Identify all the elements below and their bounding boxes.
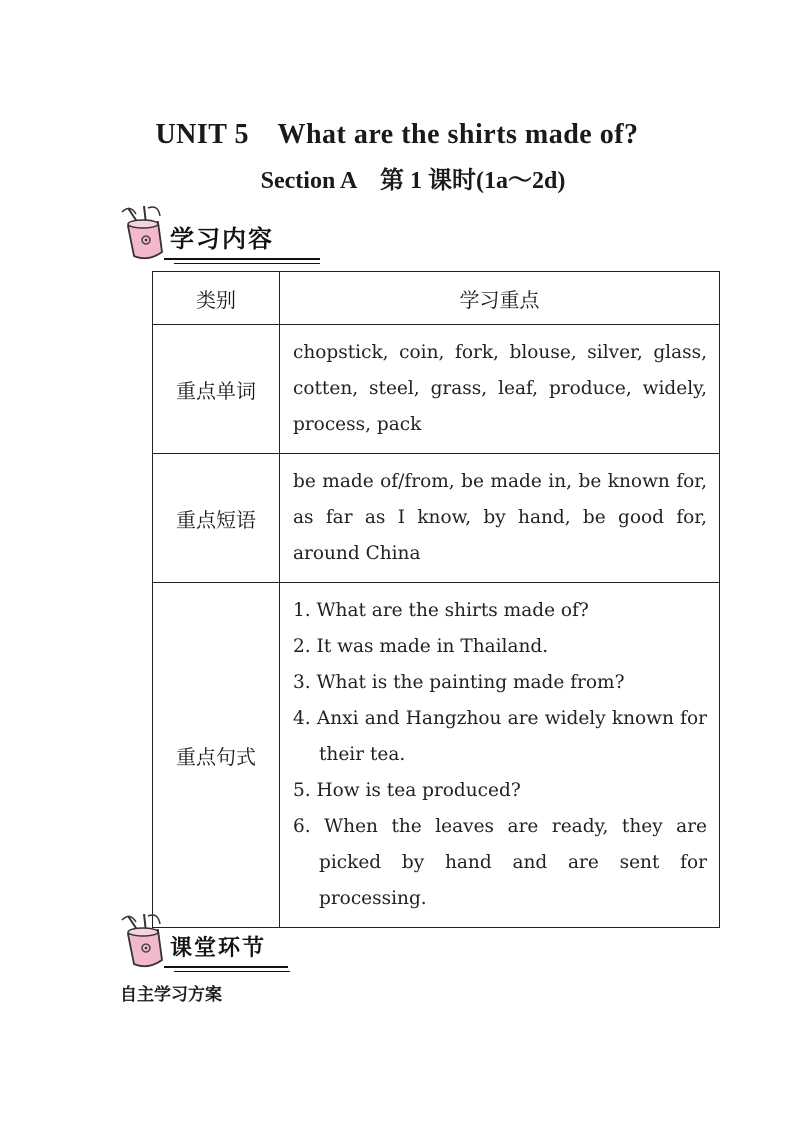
table-row-phrases <box>153 454 720 583</box>
page-subtitle: Section A 第 1 课时(1a～2d) <box>260 168 566 194</box>
self-study-plan-heading: 自主学习方案 <box>120 985 222 1005</box>
section-underline-thin <box>174 971 290 972</box>
section-label: 课堂环节 <box>170 936 267 961</box>
table-header-row <box>153 272 720 325</box>
sentence-item: 1. What are the shirts made of? <box>293 600 589 621</box>
sentence-item: 3. What is the painting made from? <box>293 672 625 693</box>
table-row-words <box>153 325 720 454</box>
section-label: 学习内容 <box>170 225 274 253</box>
sentence-item: 2. It was made in Thailand. <box>293 636 549 657</box>
row-content-words: chopstick, coin, fork, blouse, silver, glass, cotten, steel, grass, leaf, produce, widely, process, pack <box>280 325 720 454</box>
pencil-cup-icon <box>118 204 178 264</box>
table-row-sentences <box>153 583 720 928</box>
study-content-table <box>152 271 720 928</box>
row-content-sentences <box>280 583 720 928</box>
row-label-sentences: 重点句式 <box>153 583 280 928</box>
section-underline <box>164 258 320 260</box>
row-label-words: 重点单词 <box>153 325 280 454</box>
section-header-content <box>118 204 320 262</box>
row-content-phrases: be made of/from, be made in, be known for, as far as I know, by hand, be good for, around China <box>280 454 720 583</box>
section-underline <box>164 966 288 968</box>
sentence-item: 6. When the leaves are ready, they are picked by hand and are sent for processing. <box>293 816 707 909</box>
sentence-item: 4. Anxi and Hangzhou are widely known for their tea. <box>293 708 707 765</box>
row-label-phrases: 重点短语 <box>153 454 280 583</box>
section-underline-thin <box>174 263 320 264</box>
column-header-focus: 学习重点 <box>280 272 720 325</box>
page-title: UNIT 5 What are the shirts made of? <box>155 119 639 150</box>
section-header-class <box>118 912 292 970</box>
column-header-category: 类别 <box>153 272 280 325</box>
sentence-item: 5. How is tea produced? <box>293 780 521 801</box>
pencil-cup-icon <box>118 912 178 972</box>
sentence-list <box>293 593 707 917</box>
